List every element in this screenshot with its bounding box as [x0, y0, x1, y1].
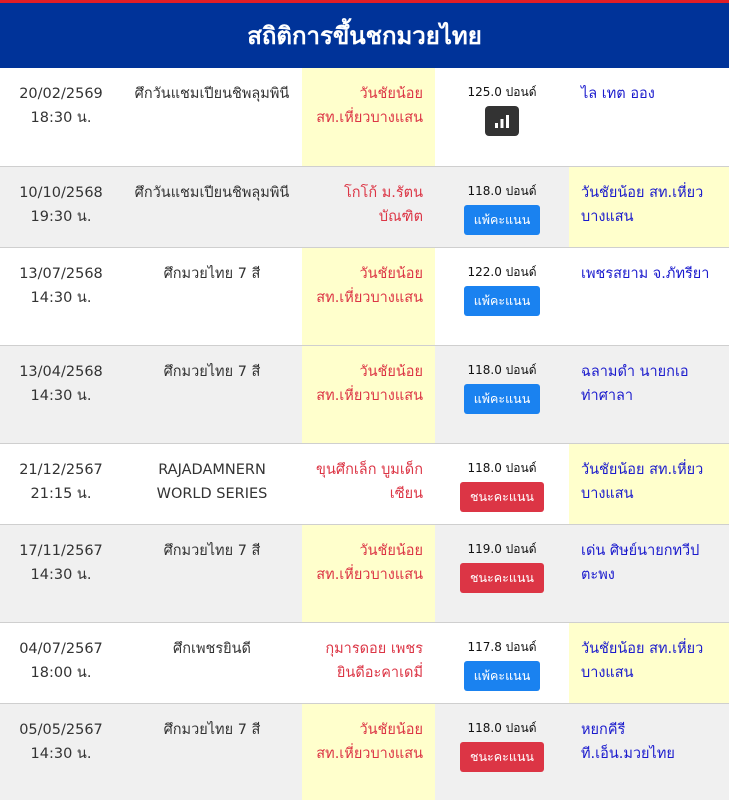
- red-corner-fighter[interactable]: วันชัยน้อย สท.เหี่ยวบางแสน: [302, 248, 435, 345]
- fight-result-cell: [435, 525, 569, 622]
- fight-weight: 119.0 ปอนด์: [467, 542, 537, 556]
- result-badge[interactable]: แพ้คะแนน: [464, 661, 541, 691]
- fight-row: [0, 525, 729, 623]
- fight-event[interactable]: ศึกวันแชมเปียนชิพลุมพินี: [134, 86, 290, 102]
- result-badge[interactable]: ชนะคะแนน: [460, 563, 544, 593]
- page-title: สถิติการขึ้นชกมวยไทย: [247, 22, 482, 50]
- fight-event[interactable]: ศึกมวยไทย 7 สี: [163, 543, 261, 559]
- fight-date-cell: [0, 623, 122, 703]
- fight-weight: 125.0 ปอนด์: [467, 85, 537, 99]
- fight-weight: 118.0 ปอนด์: [467, 184, 537, 198]
- fight-result-cell: [435, 167, 569, 247]
- fight-list: [0, 68, 729, 800]
- red-corner-fighter[interactable]: วันชัยน้อย สท.เหี่ยวบางแสน: [302, 346, 435, 443]
- red-corner-fighter[interactable]: วันชัยน้อย สท.เหี่ยวบางแสน: [302, 704, 435, 800]
- fight-date-cell: [0, 525, 122, 622]
- fight-time: 14:30 น.: [30, 567, 92, 583]
- fight-date: 13/07/2568: [19, 266, 103, 282]
- blue-corner-fighter[interactable]: วันชัยน้อย สท.เหี่ยวบางแสน: [569, 167, 729, 247]
- fight-result-cell: [435, 248, 569, 345]
- blue-corner-fighter[interactable]: หยกคีรี ที.เอ็น.มวยไทย: [581, 722, 675, 762]
- fight-row: [0, 167, 729, 248]
- red-corner-fighter[interactable]: วันชัยน้อย สท.เหี่ยวบางแสน: [302, 68, 435, 166]
- fight-row: [0, 623, 729, 704]
- fight-date-cell: [0, 167, 122, 247]
- blue-corner-fighter[interactable]: ฉลามดำ นายกเอท่าศาลา: [581, 364, 689, 404]
- fight-date: 21/12/2567: [19, 462, 103, 478]
- fight-event[interactable]: ศึกวันแชมเปียนชิพลุมพินี: [134, 185, 290, 201]
- fight-event[interactable]: ศึกมวยไทย 7 สี: [163, 722, 261, 738]
- fight-date: 04/07/2567: [19, 641, 103, 657]
- fight-event[interactable]: ศึกเพชรยินดี: [173, 641, 251, 657]
- result-badge[interactable]: แพ้คะแนน: [464, 286, 541, 316]
- blue-corner-fighter[interactable]: ไล เทต ออง: [581, 86, 655, 102]
- fight-time: 18:00 น.: [30, 665, 92, 681]
- fight-result-cell: [435, 623, 569, 703]
- fight-event[interactable]: ศึกมวยไทย 7 สี: [163, 266, 261, 282]
- blue-corner-fighter[interactable]: วันชัยน้อย สท.เหี่ยวบางแสน: [569, 444, 729, 524]
- fight-weight: 118.0 ปอนด์: [467, 363, 537, 377]
- fight-weight: 118.0 ปอนด์: [467, 461, 537, 475]
- fight-weight: 122.0 ปอนด์: [467, 265, 537, 279]
- fight-row: [0, 248, 729, 346]
- fight-time: 19:30 น.: [30, 209, 92, 225]
- fight-time: 14:30 น.: [30, 290, 92, 306]
- fight-result-cell: [435, 346, 569, 443]
- fight-weight: 118.0 ปอนด์: [467, 721, 537, 735]
- red-corner-fighter[interactable]: โกโก้ ม.รัตนบัณฑิต: [343, 185, 423, 225]
- fight-row: [0, 444, 729, 525]
- result-badge[interactable]: ชนะคะแนน: [460, 482, 544, 512]
- fight-time: 21:15 น.: [30, 486, 92, 502]
- fight-date-cell: [0, 248, 122, 345]
- fight-event[interactable]: ศึกมวยไทย 7 สี: [163, 364, 261, 380]
- red-corner-fighter[interactable]: ขุนศึกเล็ก บูมเด็กเซียน: [316, 462, 423, 502]
- result-badge[interactable]: แพ้คะแนน: [464, 205, 541, 235]
- fight-date: 05/05/2567: [19, 722, 103, 738]
- fight-time: 14:30 น.: [30, 746, 92, 762]
- fight-time: 18:30 น.: [30, 110, 92, 126]
- blue-corner-fighter[interactable]: เพชรสยาม จ.ภัทรียา: [581, 266, 710, 282]
- result-badge[interactable]: แพ้คะแนน: [464, 384, 541, 414]
- page-header: [0, 3, 729, 68]
- fight-date: 17/11/2567: [19, 543, 103, 559]
- bar-chart-icon[interactable]: [485, 106, 519, 136]
- fight-row: [0, 704, 729, 800]
- fight-date-cell: [0, 704, 122, 800]
- fight-date: 10/10/2568: [19, 185, 103, 201]
- fight-row: [0, 68, 729, 167]
- fight-event[interactable]: RAJADAMNERN WORLD SERIES: [156, 462, 268, 502]
- result-badge[interactable]: ชนะคะแนน: [460, 742, 544, 772]
- fight-result-cell: [435, 704, 569, 800]
- fight-time: 14:30 น.: [30, 388, 92, 404]
- fight-date-cell: [0, 444, 122, 524]
- fight-result-cell: [435, 68, 569, 166]
- fight-date-cell: [0, 346, 122, 443]
- red-corner-fighter[interactable]: กุมารดอย เพชรยินดีอะคาเดมี่: [325, 641, 423, 681]
- fight-result-cell: [435, 444, 569, 524]
- fight-date: 20/02/2569: [19, 86, 103, 102]
- fight-row: [0, 346, 729, 444]
- fight-date-cell: [0, 68, 122, 166]
- blue-corner-fighter[interactable]: วันชัยน้อย สท.เหี่ยวบางแสน: [569, 623, 729, 703]
- red-corner-fighter[interactable]: วันชัยน้อย สท.เหี่ยวบางแสน: [302, 525, 435, 622]
- fight-weight: 117.8 ปอนด์: [467, 640, 537, 654]
- blue-corner-fighter[interactable]: เด่น ศิษย์นายกทวีปตะพง: [581, 543, 700, 583]
- fight-date: 13/04/2568: [19, 364, 103, 380]
